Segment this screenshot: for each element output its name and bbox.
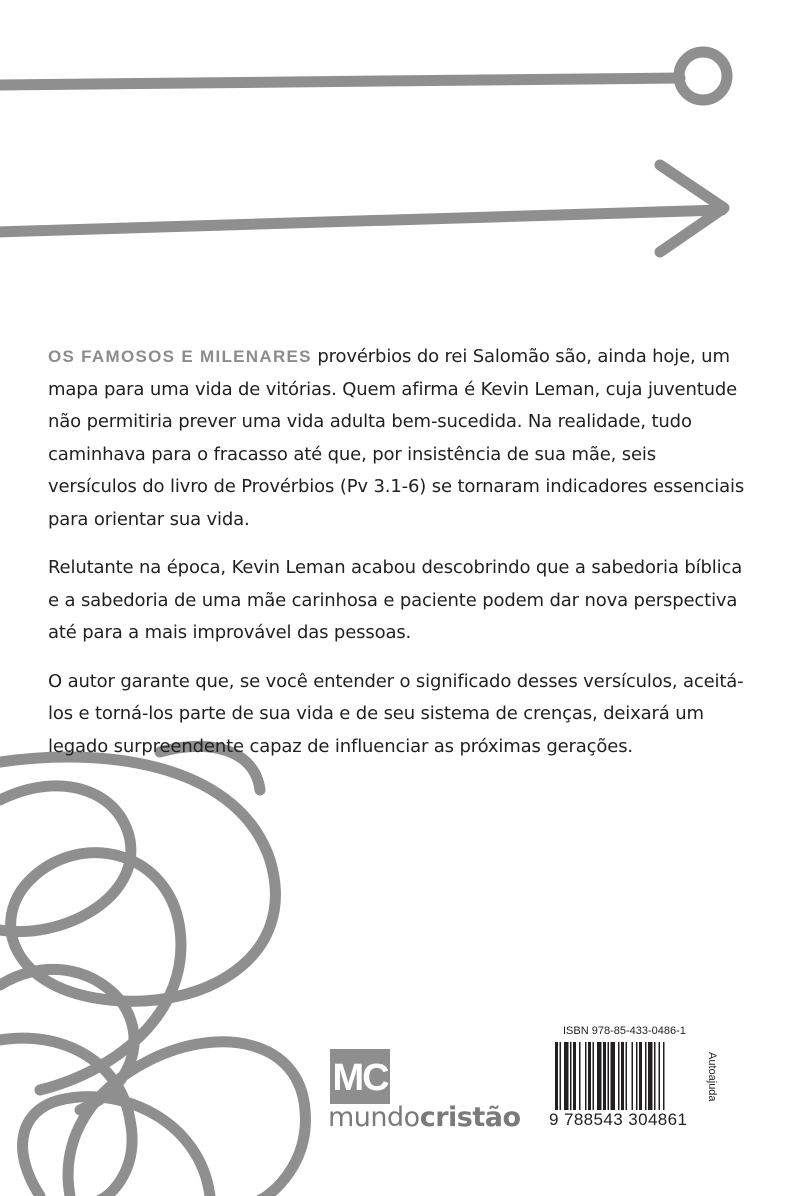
blurb-lead: OS FAMOSOS E MILENARES — [48, 347, 312, 366]
barcode-number: 9 788543 304861 — [549, 1110, 688, 1129]
blurb-paragraph-1-text: provérbios do rei Salomão são, ainda hoje, um mapa para uma vida de vitórias. Quem afirma é Kevin Leman, cuja juventude não permitiria prever uma vida adulta bem-sucedida. Na realidade, tudo caminhava para o fracasso até que, por insistência de sua mãe, seis versículos do livro de Provérbios (Pv 3.1-6) se tornaram indicadores essenciais para orientar sua vida. — [48, 346, 745, 530]
publisher-name-bold: cristão — [419, 1102, 521, 1133]
back-cover-blurb — [48, 341, 748, 779]
publisher-logo — [330, 1049, 530, 1139]
publisher-logo-mark: MC — [330, 1049, 390, 1104]
isbn-label: ISBN 978-85-433-0486-1 — [563, 1025, 686, 1037]
scribble — [0, 746, 305, 1196]
publisher-name-light: mundo — [328, 1102, 420, 1133]
top-circle — [679, 52, 727, 100]
category-label: Autoajuda — [706, 1052, 718, 1102]
blurb-paragraph-2: Relutante na época, Kevin Leman acabou descobrindo que a sabedoria bíblica e a sabedoria de uma mãe carinhosa e paciente podem dar nova perspectiva até para a mais improvável das pessoas. — [48, 557, 743, 643]
arrow-shaft — [0, 210, 722, 232]
publisher-name — [328, 1102, 521, 1133]
top-line — [0, 78, 680, 85]
blurb-paragraph-3: O autor garante que, se você entender o significado desses versículos, aceitá-los e torná-los parte de sua vida e de seu sistema de crenças, deixará um legado surpreendente capaz de influenciar as próximas gerações. — [48, 670, 744, 757]
blurb-paragraph-1 — [48, 341, 748, 536]
